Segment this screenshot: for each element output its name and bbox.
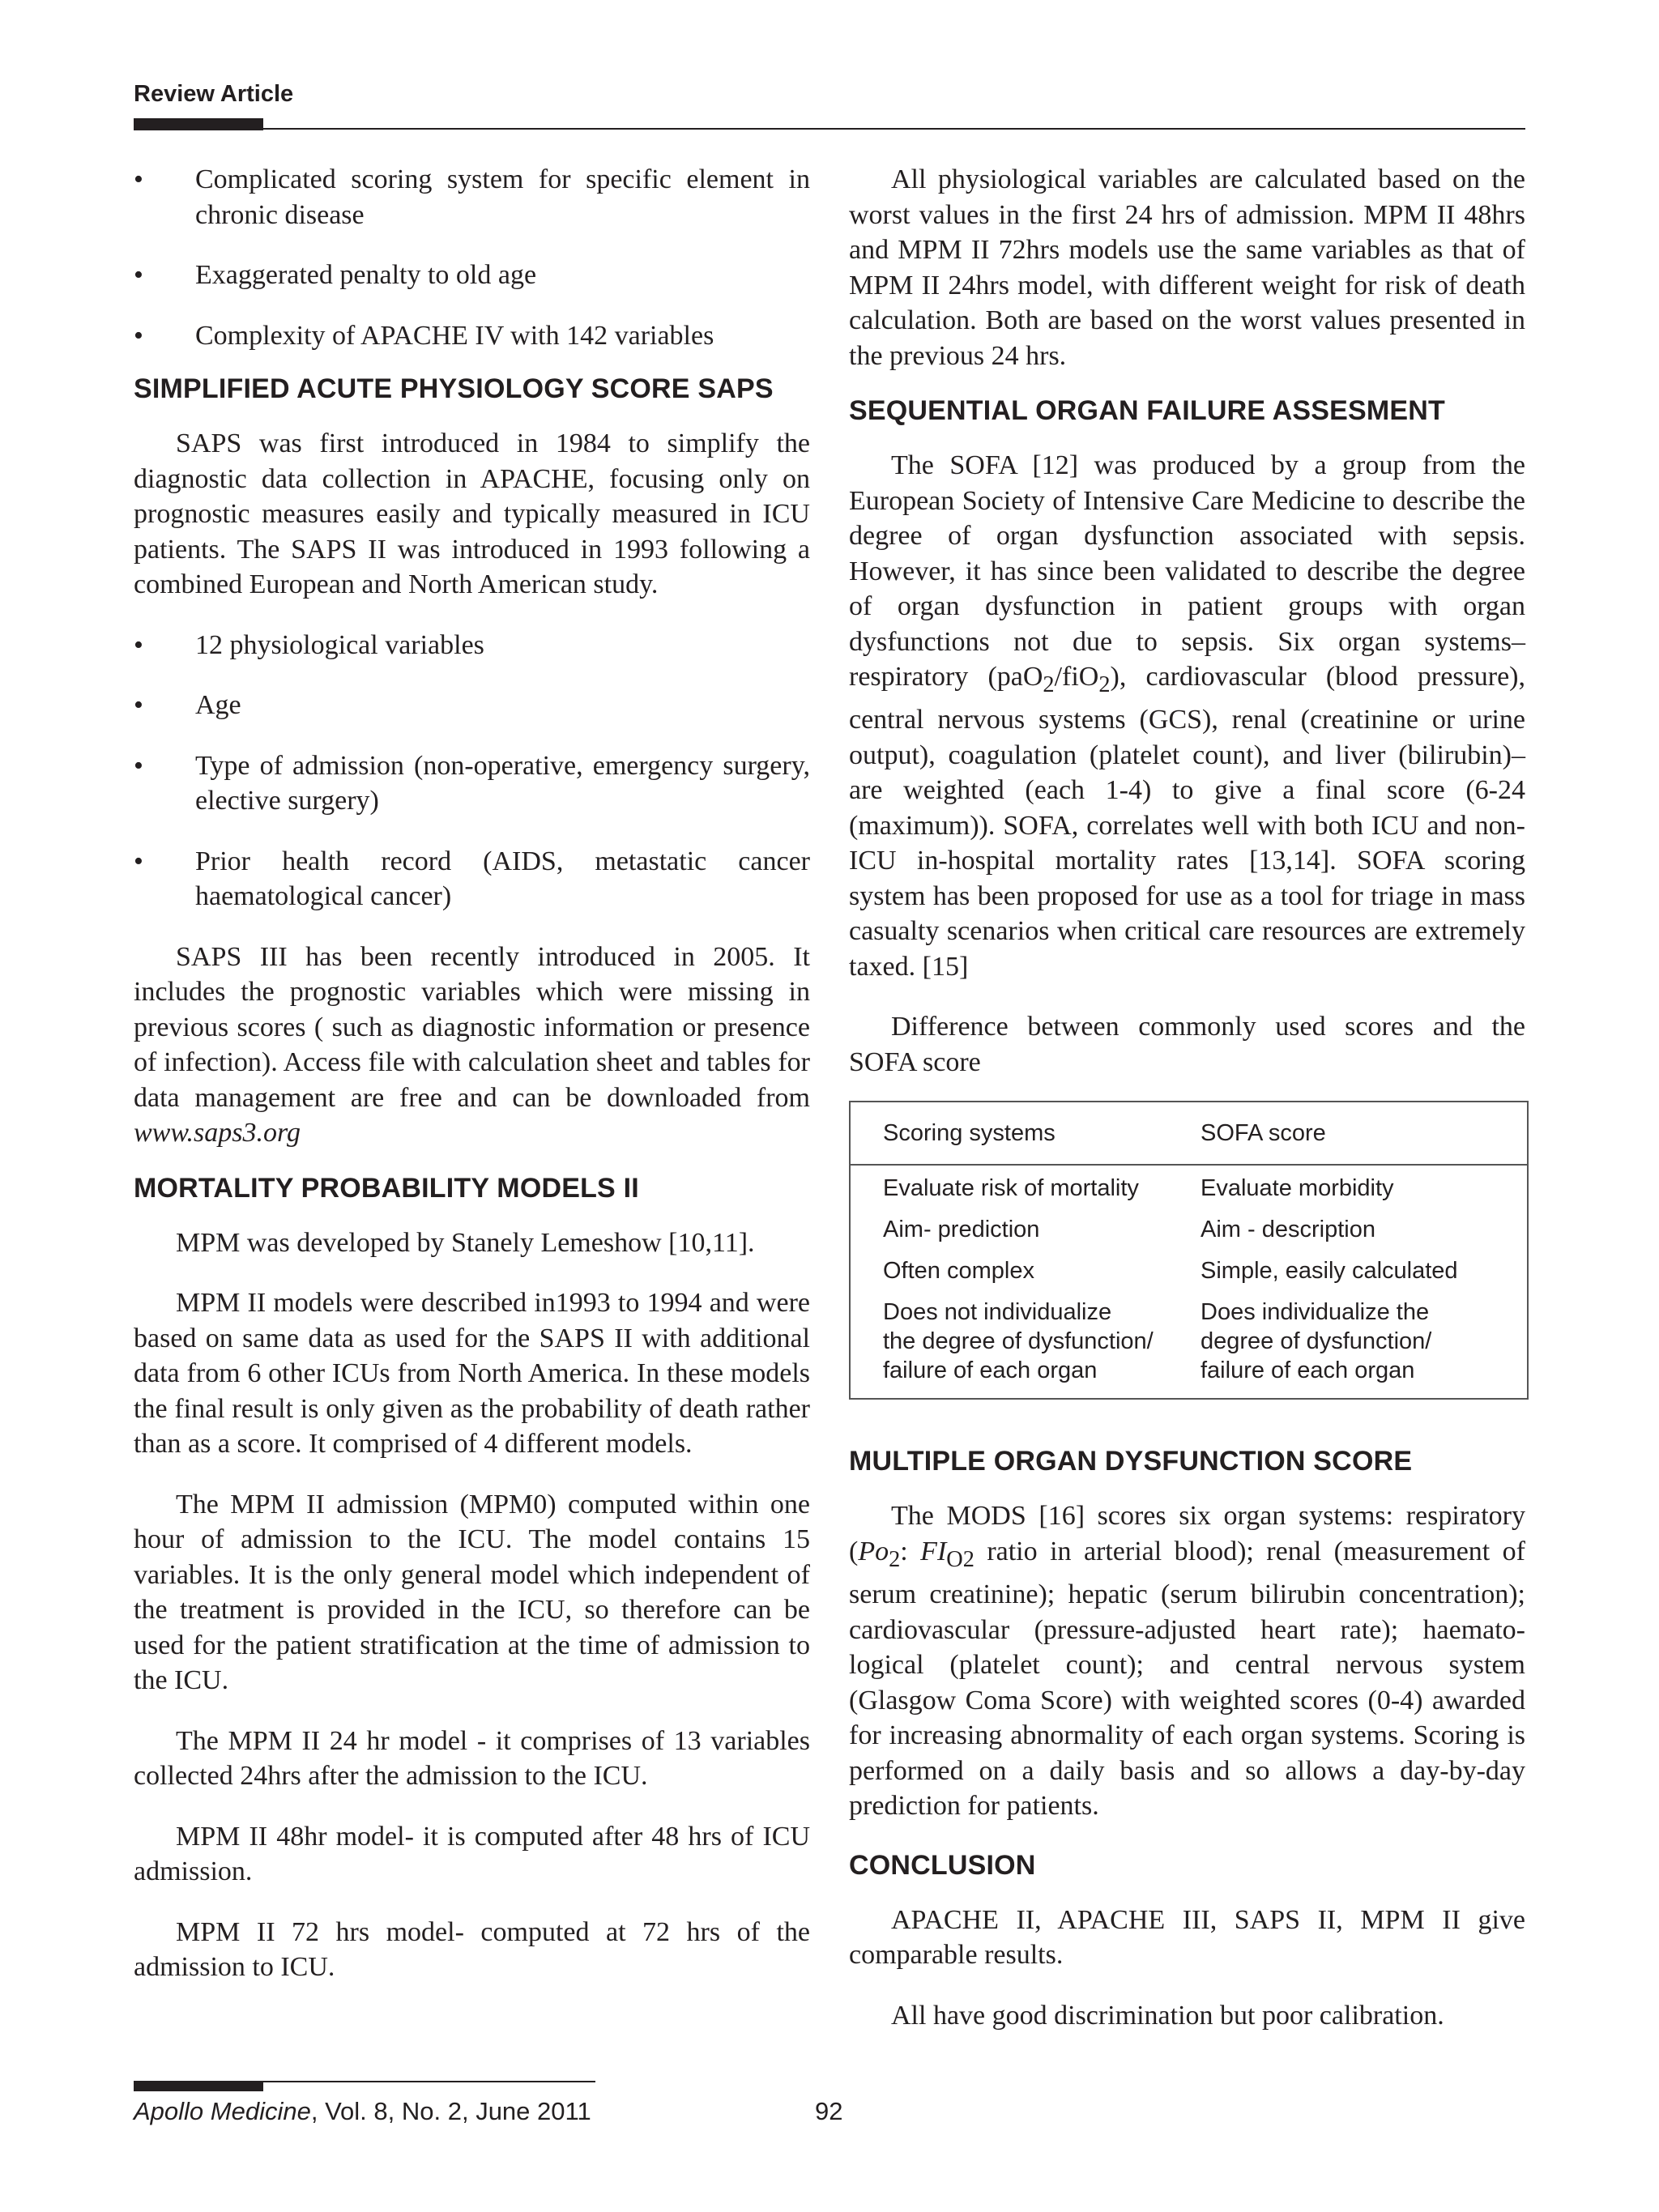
footer-citation: Apollo Medicine, Vol. 8, No. 2, June 2011 [134,2097,591,2125]
header-rule [134,128,1525,130]
table-cell: Does not individualize the degree of dysfunction/ failure of each organ [883,1299,1154,1384]
mpm-paragraph-4: The MPM II 24 hr model - it comprises of 13 variables collected 24hrs after the admission to the ICU. [134,1725,810,1791]
bullet-icon: • [134,629,143,660]
bullet-item: • Prior health record (AIDS, metastatic cancer haematological cancer) [134,844,810,914]
bullet-icon: • [134,690,143,720]
right-column [849,162,1525,2058]
journal-name: Apollo Medicine [134,2097,311,2125]
page-number: 92 [815,2097,843,2125]
table-header-cell: Scoring systems [883,1120,1056,1147]
conclusion-paragraph-2: All have good discrimination but poor calibration. [891,2000,1444,2031]
table-row [883,1298,1527,1385]
mpm-paragraph-2: MPM II models were described in1993 to 1994 and were based on same data as used for the SAPS II with additional data from 6 other ICUs from North America. In these models the final result is only given as the probability of death rather than as a score. It comprised of 4 different models. [134,1288,810,1459]
table-cell: Aim- prediction [883,1217,1040,1243]
saps-paragraph-1: SAPS was first introduced in 1984 to simplify the diagnostic data collection in APACHE, focusing only on prognostic measures easily and typically measured in ICU patients. The SAPS II was introduced in 1993 following a combined European and North American study. [134,428,810,599]
intro-paragraph: All physiological variables are calculated based on the worst values in the first 24 hrs of admission. MPM II 48hrs and MPM II 72hrs models use the same variables as that of MPM II 24hrs model, with different weight for risk of death calculation. Both are based on the worst values presented in the previous 24 hrs. [849,164,1525,371]
mpm-paragraph-6: MPM II 72 hrs model- computed at 72 hrs of the admission to ICU. [134,1916,810,1982]
section-heading-saps: SIMPLIFIED ACUTE PHYSIOLOGY SCORE SAPS [134,373,774,404]
table-body [851,1166,1527,1398]
bullet-item: • Exaggerated penalty to old age [134,258,810,293]
table-cell: Evaluate morbidity [1201,1175,1394,1202]
table-row [883,1174,1527,1203]
header-bar [134,118,263,130]
mpm-paragraph-1: MPM was developed by Stanely Lemeshow [10,11]. [176,1227,755,1258]
table-cell: Often complex [883,1258,1034,1285]
bullet-icon: • [134,260,143,290]
table-row [883,1215,1527,1244]
table-cell: Does individualize the degree of dysfunction/ failure of each organ [1201,1299,1432,1384]
bullet-item: • Type of admission (non-operative, emergency surgery, elective surgery) [134,748,810,819]
section-heading-sofa: SEQUENTIAL ORGAN FAILURE ASSESMENT [849,395,1445,426]
section-heading-mods: MULTIPLE ORGAN DYSFUNCTION SCORE [849,1446,1413,1477]
saps3-link[interactable]: www.saps3.org [134,1118,301,1148]
bullet-icon: • [134,750,143,781]
sofa-paragraph-2: Difference between commonly used scores and the SOFA score [849,1012,1525,1077]
sofa-paragraph-1: The SOFA [12] was produced by a group from the European Society of Intensive Care Medicine to describe the degree of organ dysfunction associated with sepsis. However, it has since been validated to describe the degree of organ dysfunction in patient groups with organ dysfunctions not due to sepsis. Six organ systems– respiratory (paO$_2$/fiO$_2$), cardiovascular (blood pressure), central nervous systems (GCS), renal (creatinine or urine output), coagulation (platelet count), and liver (bilirubin)– are weighted (each 1-4) to give a final score (6-24 (maximum)). SOFA, correlates well with both ICU and non-ICU in-hospital mortality rates [13,14]. SOFA scoring system has been proposed for use as a tool for triage in mass casualty scenarios when critical care resources are extremely taxed. [15] [849,450,1525,982]
comparison-table [849,1101,1529,1400]
bullet-icon: • [134,164,143,194]
table-row [883,1256,1527,1285]
mpm-paragraph-3: The MPM II admission (MPM0) computed within one hour of admission to the ICU. The model contains 15 variables. It is the only general model which independent of the treatment is provided in the ICU, so therefore can be used for the patient stratification at the time of admission to the ICU. [134,1489,810,1695]
running-header: Review Article [134,81,294,107]
table-header-row [851,1102,1527,1166]
mods-paragraph: The MODS [16] scores six organ systems: respiratory ($Po_2$: $FI_{O2}$ ratio in arterial blood); renal (measurement of serum creatinine); hepatic (serum bilirubin concentration); cardiovascular (pressure-adjusted heart rate); haemato-logical (platelet count); and central nervous system (Glasgow Coma Score) with weighted scores (0-4) awarded for increasing abnormality of each organ systems. Scoring is performed on a daily basis and so allows a day-by-day prediction for patients. [849,1501,1525,1822]
section-heading-conclusion: CONCLUSION [849,1849,1036,1881]
table-cell: Evaluate risk of mortality [883,1175,1139,1202]
table-cell: Simple, easily calculated [1201,1258,1458,1285]
bullet-icon: • [134,846,143,876]
left-column [134,162,810,2010]
table-cell: Aim - description [1201,1217,1375,1243]
bullet-icon: • [134,320,143,351]
conclusion-paragraph-1: APACHE II, APACHE III, SAPS II, MPM II give comparable results. [849,1904,1525,1971]
bullet-item: • 12 physiological variables [134,628,810,663]
bullet-item: • Age [134,688,810,723]
section-heading-mpm: MORTALITY PROBABILITY MODELS II [134,1172,639,1204]
saps-paragraph-2: SAPS III has been recently introduced in 2005. It includes the prognostic variables which were missing in previous scores ( such as diagnostic information or presence of infection). Access file with calculation sheet and tables for data management are free and can be downloaded from www.saps3.org [134,941,810,1148]
footer-bar [134,2081,263,2091]
mpm-paragraph-5: MPM II 48hr model- it is computed after 48 hrs of ICU admission. [134,1821,810,1886]
bullet-item: • Complicated scoring system for specific element in chronic disease [134,162,810,232]
bullet-item: • Complexity of APACHE IV with 142 variables [134,318,810,354]
table-header-cell: SOFA score [1201,1120,1326,1147]
